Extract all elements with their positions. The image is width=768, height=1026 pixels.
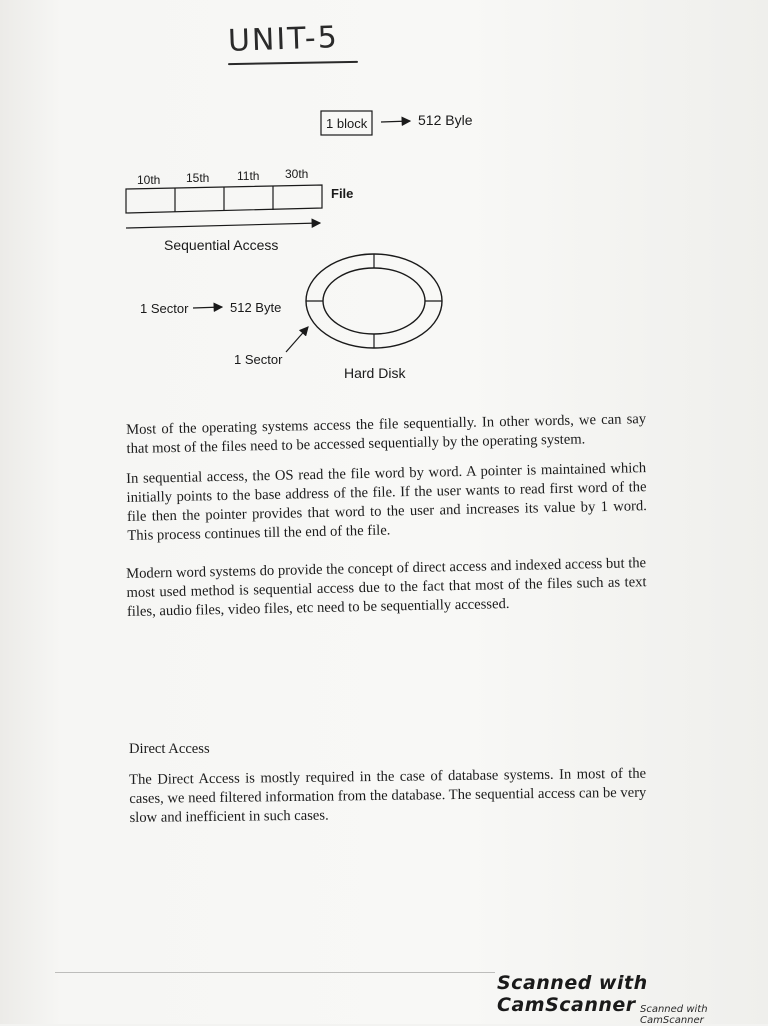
sequential-arrow	[126, 223, 320, 228]
camscanner-watermark-small: Scanned with CamScanner	[640, 1004, 708, 1026]
page-bottom-edge	[55, 972, 495, 973]
sector-pointer-line	[286, 327, 308, 352]
sector-arrow	[193, 307, 222, 308]
track-label-2: 15th	[186, 171, 210, 185]
page-title: UNIT-5	[227, 20, 340, 59]
paragraph-direct-access: The Direct Access is mostly required in the case of database systems. In most of the cases, we need filtered information from the database. The sequential access can be very slow and inefficient in such cases.	[129, 765, 647, 826]
sector-label: 1 Sector	[140, 301, 189, 316]
paragraph-modern-systems: Modern word systems do provide the concept of direct access and indexed access but the most used method is sequential access due to the fact that most of the files such as text files, audio files, video files, etc need to be sequentially accessed.	[126, 555, 647, 620]
track-label-1: 10th	[137, 173, 161, 187]
sequential-access-label: Sequential Access	[164, 237, 279, 253]
file-access-diagram	[0, 0, 768, 400]
file-label: File	[331, 186, 354, 201]
hard-disk-label: Hard Disk	[344, 365, 406, 381]
paragraph-sequential-detail: In sequential access, the OS read the file word by word. A pointer is maintained which initially points to the base address of the file. If the user wants to read first word of the file then the pointer provides that word to the user and increases its value by 1 word. This process continues till the end of the file.	[126, 460, 648, 544]
sector-size: 512 Byte	[230, 300, 282, 315]
block-arrow	[381, 121, 410, 122]
camscanner-watermark: Scanned with CamScanner	[497, 972, 648, 1016]
file-strip	[126, 185, 322, 213]
block-label: 1 block	[326, 116, 368, 131]
direct-access-heading: Direct Access	[129, 741, 210, 757]
paragraph-sequential-intro: Most of the operating systems access the file sequentially. In other words, we can say that most of the files need to be accessed sequentially by the operating system.	[126, 411, 647, 457]
track-label-3: 11th	[237, 169, 260, 183]
block-size: 512 Byle	[418, 112, 473, 128]
hard-disk-drawing	[306, 254, 442, 348]
sector-pointer-label: 1 Sector	[234, 352, 283, 367]
track-label-4: 30th	[285, 167, 309, 181]
